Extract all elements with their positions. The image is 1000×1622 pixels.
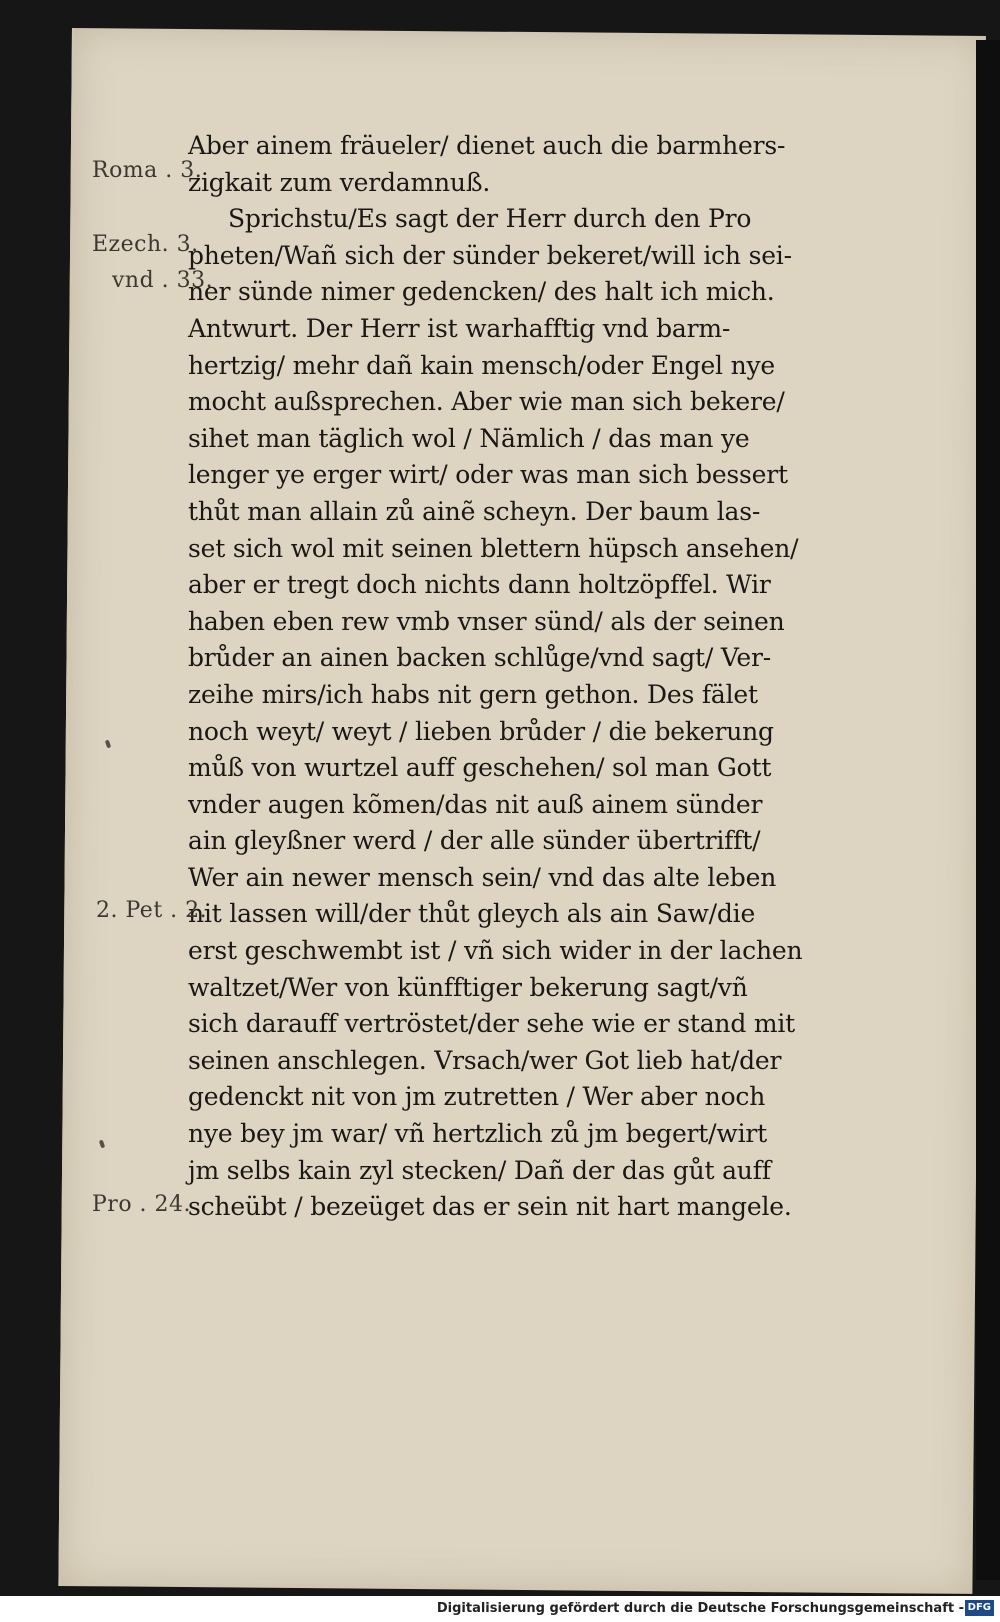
text-line: ner sünde nimer gedencken/ des halt ich mich. — [188, 277, 775, 307]
digitization-footer — [0, 1596, 1000, 1622]
margin-note-vnd: vnd . 33. — [112, 268, 214, 293]
margin-note-pet: 2. Pet . 2. — [96, 898, 208, 923]
text-line: brůder an ainen backen schlůge/vnd sagt/ Ver- — [188, 643, 771, 673]
text-line: noch weyt/ weyt / lieben brůder / die bekerung — [188, 716, 774, 746]
text-line: scheübt / bezeüget das er sein nit hart mangele. — [188, 1192, 792, 1222]
text-line: Antwurt. Der Herr ist warhafftig vnd barm- — [188, 313, 731, 343]
text-line: nye bey jm war/ vñ hertzlich zů jm begert/wirt — [188, 1119, 767, 1149]
text-line: zigkait zum verdamnuß. — [188, 167, 491, 197]
text-line: vnder augen kõmen/das nit auß ainem sünder — [188, 789, 763, 819]
footer-credit: Digitalisierung gefördert durch die Deutsche Forschungsgemeinschaft - — [436, 1601, 964, 1616]
body-text — [188, 128, 908, 1226]
text-line: waltzet/Wer von künfftiger bekerung sagt/vñ — [188, 972, 748, 1002]
text-line: Aber ainem fräueler/ dienet auch die barmhers- — [188, 131, 786, 160]
text-line: můß von wurtzel auff geschehen/ sol man Gott — [188, 753, 772, 783]
page-edge-shadow — [976, 40, 1000, 1580]
text-line: Sprichstu/Es sagt der Herr durch den Pro — [228, 204, 752, 234]
text-line: mocht außsprechen. Aber wie man sich bekere/ — [188, 387, 785, 417]
margin-note-roma: Roma . 3. — [92, 158, 203, 183]
text-line: jm selbs kain zyl stecken/ Dañ der das gůt auff — [188, 1155, 771, 1185]
text-line: ain gleyßner werd / der alle sünder übertrifft/ — [188, 826, 761, 856]
text-line: lenger ye erger wirt/ oder was man sich bessert — [188, 460, 788, 490]
text-line: pheten/Wañ sich der sünder bekeret/will ich sei- — [188, 240, 792, 270]
text-line: sich darauff vertröstet/der sehe wie er stand mit — [188, 1009, 796, 1039]
margin-note-ezech: Ezech. 3. — [92, 232, 199, 257]
text-line: haben eben rew vmb vnser sünd/ als der seinen — [188, 606, 785, 636]
text-line: seinen anschlegen. Vrsach/wer Got lieb hat/der — [188, 1045, 782, 1075]
text-line: zeihe mirs/ich habs nit gern gethon. Des fälet — [188, 679, 758, 709]
text-line: erst geschwembt ist / vñ sich wider in der lachen — [188, 936, 803, 966]
text-line: hertzig/ mehr dañ kain mensch/oder Engel nye — [188, 350, 776, 380]
dfg-logo: DFG — [965, 1600, 994, 1616]
margin-note-pro: Pro . 24. — [92, 1192, 192, 1217]
text-line: set sich wol mit seinen blettern hüpsch ansehen/ — [188, 533, 799, 563]
text-line: sihet man täglich wol / Nämlich / das man ye — [188, 423, 750, 453]
text-line: gedenckt nit von jm zutretten / Wer aber noch — [188, 1082, 766, 1112]
text-line: thůt man allain zů ainẽ scheyn. Der baum las- — [188, 496, 761, 526]
text-line: aber er tregt doch nichts dann holtzöpffel. Wir — [188, 570, 771, 600]
text-line: Wer ain newer mensch sein/ vnd das alte leben — [188, 862, 777, 892]
text-line: nit lassen will/der thůt gleych als ain Saw/die — [188, 899, 756, 929]
